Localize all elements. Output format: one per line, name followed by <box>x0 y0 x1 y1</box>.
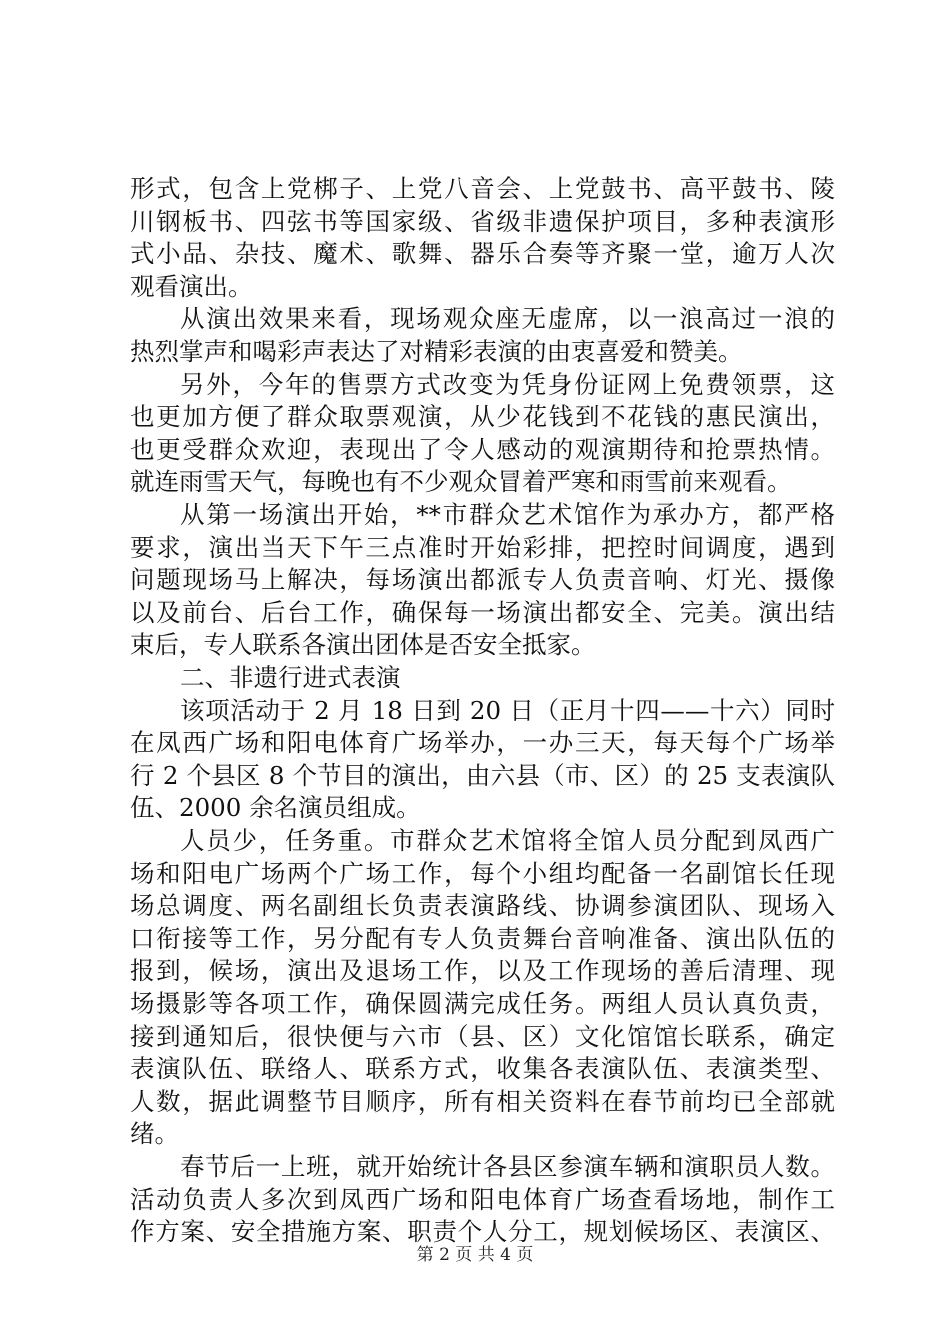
text-line: 口衔接等工作，另分配有专人负责舞台音响准备、演出队伍的 <box>130 924 835 953</box>
text-line: 从第一场演出开始，**市群众艺术馆作为承办方，都严格 <box>180 500 835 529</box>
text-line: 人员少，任务重。市群众艺术馆将全馆人员分配到凤西广 <box>180 826 835 855</box>
text-line: 伍、2000 余名演员组成。 <box>130 793 421 822</box>
text-line: 以及前台、后台工作，确保每一场演出都安全、完美。演出结 <box>130 598 835 627</box>
text-line: 场总调度、两名副组长负责表演路线、协调参演团队、现场入 <box>130 891 835 920</box>
text-line: 该项活动于 2 月 18 日到 20 日（正月十四——十六）同时 <box>180 696 835 725</box>
text-line: 从演出效果来看，现场观众座无虚席，以一浪高过一浪的 <box>180 304 835 333</box>
text-line: 要求，演出当天下午三点准时开始彩排，把控时间调度，遇到 <box>130 533 835 562</box>
text-line: 在凤西广场和阳电体育广场举办，一办三天，每天每个广场举 <box>130 728 835 757</box>
text-line: 束后，专人联系各演出团体是否安全抵家。 <box>130 630 596 659</box>
text-line: 春节后一上班，就开始统计各县区参演车辆和演职员人数。 <box>180 1152 835 1181</box>
text-line: 观看演出。 <box>130 272 253 301</box>
text-line: 川钢板书、四弦书等国家级、省级非遗保护项目，多种表演形 <box>130 207 835 236</box>
text-line: 另外，今年的售票方式改变为凭身份证网上免费领票，这 <box>180 370 835 399</box>
text-line: 绪。 <box>130 1119 179 1148</box>
text-line: 式小品、杂技、魔术、歌舞、器乐合奏等齐聚一堂，逾万人次 <box>130 239 835 268</box>
text-line: 热烈掌声和喝彩声表达了对精彩表演的由衷喜爱和赞美。 <box>130 337 743 366</box>
text-line: 场和阳电广场两个广场工作，每个小组均配备一名副馆长任现 <box>130 859 835 888</box>
text-line: 报到，候场，演出及退场工作，以及工作现场的善后清理、现 <box>130 956 835 985</box>
section-heading: 二、非遗行进式表演 <box>180 663 401 692</box>
text-line: 形式，包含上党梆子、上党八音会、上党鼓书、高平鼓书、陵 <box>130 174 835 203</box>
text-line: 问题现场马上解决，每场演出都派专人负责音响、灯光、摄像 <box>130 565 835 594</box>
text-line: 人数，据此调整节目顺序，所有相关资料在春节前均已全部就 <box>130 1087 835 1116</box>
text-line: 也更加方便了群众取票观演，从少花钱到不花钱的惠民演出， <box>130 402 835 431</box>
text-line: 场摄影等各项工作，确保圆满完成任务。两组人员认真负责， <box>130 989 835 1018</box>
text-line: 就连雨雪天气，每晚也有不少观众冒着严寒和雨雪前来观看。 <box>130 467 792 496</box>
text-line: 活动负责人多次到凤西广场和阳电体育广场查看场地，制作工 <box>130 1185 835 1214</box>
text-line: 也更受群众欢迎，表现出了令人感动的观演期待和抢票热情。 <box>130 435 835 464</box>
text-line: 接到通知后，很快便与六市（县、区）文化馆馆长联系，确定 <box>130 1022 835 1051</box>
text-line: 表演队伍、联络人、联系方式，收集各表演队伍、表演类型、 <box>130 1054 835 1083</box>
text-line: 行 2 个县区 8 个节目的演出，由六县（市、区）的 25 支表演队 <box>130 761 835 790</box>
page-footer: 第 2 页 共 4 页 <box>416 1245 534 1265</box>
text-line: 作方案、安全措施方案、职责个人分工，规划候场区、表演区、 <box>130 1217 835 1246</box>
